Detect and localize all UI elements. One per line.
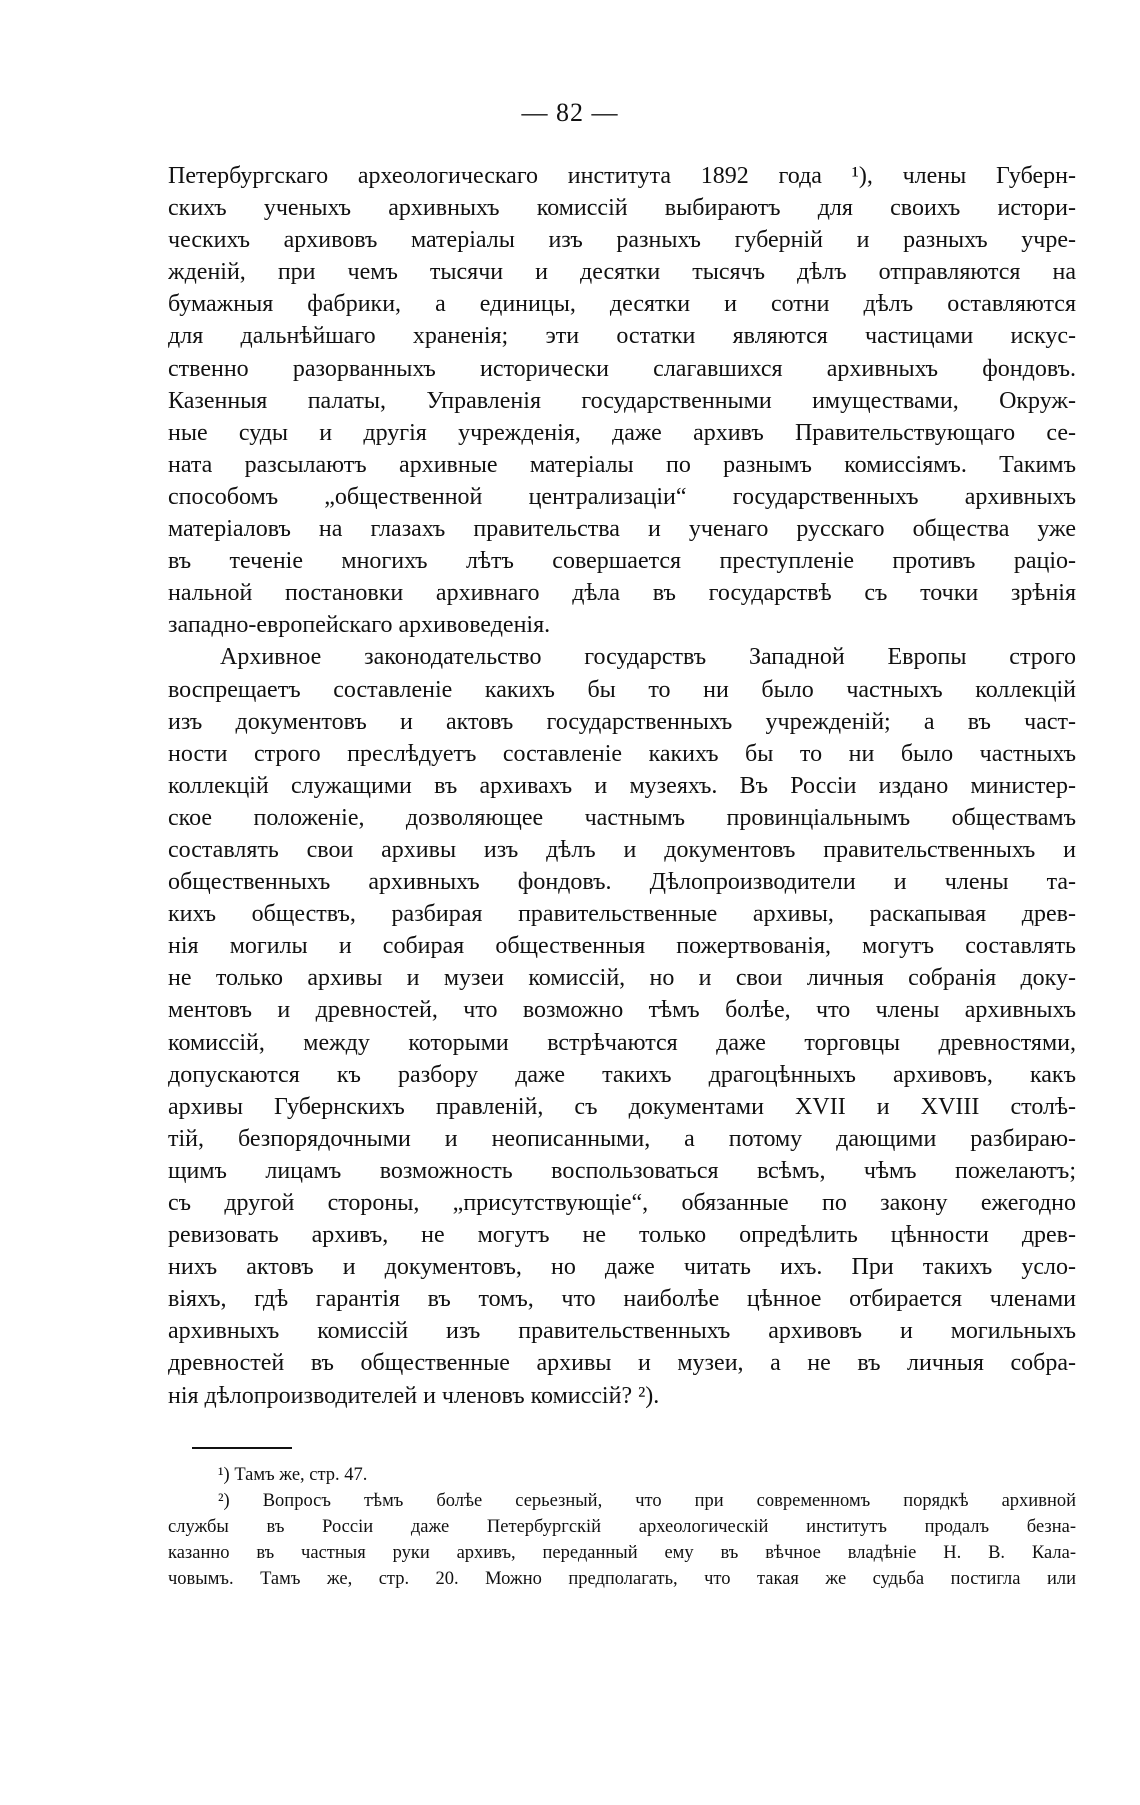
footnote-line: службы въ Россіи даже Петербургскій археологическій институтъ продалъ безна- (168, 1517, 1076, 1537)
text-line: съ другой стороны, „присутствующіе“, обязанные по закону ежегодно (168, 1190, 1076, 1216)
footnote-line: казанно въ частныя руки архивъ, переданный ему въ вѣчное владѣніе Н. В. Кала- (168, 1543, 1076, 1563)
text-line: западно-европейскаго архивоведенія. (168, 612, 551, 639)
text-line: составлять свои архивы изъ дѣлъ и документовъ правительственныхъ и (168, 836, 1076, 863)
text-line: ната разсылаютъ архивные матеріалы по разнымъ комиссіямъ. Такимъ (168, 451, 1076, 478)
text-line: общественныхъ архивныхъ фондовъ. Дѣлопроизводители и члены та- (168, 869, 1076, 896)
text-line: віяхъ, гдѣ гарантія въ томъ, что наиболѣе цѣнное отбирается членами (168, 1286, 1076, 1313)
text-line: нія могилы и собирая общественныя пожертвованія, могутъ составлять (168, 933, 1076, 960)
text-line: въ теченіе многихъ лѣтъ совершается преступленіе противъ раціо- (168, 548, 1076, 575)
text-line: коллекцій служащими въ архивахъ и музеяхъ. Въ Россіи издано министер- (168, 772, 1076, 799)
footnote-divider (192, 1447, 292, 1449)
text-line: архивныхъ комиссій изъ правительственныхъ архивовъ и могильныхъ (168, 1318, 1076, 1345)
page-number: — 82 — (521, 98, 619, 127)
text-line: нальной постановки архивнаго дѣла въ государствѣ съ точки зрѣнія (168, 580, 1076, 607)
body-text (168, 160, 1076, 1412)
footnotes (168, 1462, 1076, 1592)
text-line: нихъ актовъ и документовъ, но даже читать ихъ. При такихъ усло- (168, 1254, 1076, 1281)
text-line: тій, безпорядочными и неописанными, а потому дающими разбираю- (168, 1125, 1076, 1152)
footnote-line: ²) Вопросъ тѣмъ болѣе серьезный, что при современномъ порядкѣ архивной (218, 1491, 1076, 1511)
text-line: нія дѣлопроизводителей и членовъ комиссій? ²). (168, 1382, 660, 1409)
text-line: кихъ обществъ, разбирая правительственные архивы, раскапывая древ- (168, 901, 1076, 928)
text-line: не только архивы и музеи комиссій, но и свои личныя собранія доку- (168, 965, 1076, 992)
text-line: ственно разорванныхъ исторически слагавшихся архивныхъ фондовъ. (168, 355, 1076, 382)
text-line: для дальнѣйшаго храненія; эти остатки являются частицами искус- (168, 323, 1076, 350)
text-line: Казенныя палаты, Управленія государственными имуществами, Окруж- (168, 387, 1076, 414)
text-line: матеріаловъ на глазахъ правительства и ученаго русскаго общества уже (168, 516, 1076, 543)
text-line: щимъ лицамъ возможность воспользоваться всѣмъ, чѣмъ пожелаютъ; (168, 1157, 1076, 1184)
text-line: комиссій, между которыми встрѣчаются даже торговцы древностями, (168, 1029, 1076, 1056)
text-line: способомъ „общественной централизаціи“ государственныхъ архивныхъ (168, 483, 1076, 510)
text-line: ные суды и другія учрежденія, даже архивъ Правительствующаго се- (168, 419, 1076, 446)
text-line: ментовъ и древностей, что возможно тѣмъ болѣе, что члены архивныхъ (168, 997, 1076, 1024)
text-line: ское положеніе, дозволяющее частнымъ провинціальнымъ обществамъ (168, 804, 1076, 831)
text-line: скихъ ученыхъ архивныхъ комиссій выбираютъ для своихъ истори- (168, 195, 1076, 222)
text-line: изъ документовъ и актовъ государственныхъ учрежденій; а въ част- (168, 708, 1076, 735)
text-line: архивы Губернскихъ правленій, съ документами XVII и XVIII столѣ- (168, 1093, 1076, 1120)
text-line: жденій, при чемъ тысячи и десятки тысячъ дѣлъ отправляются на (168, 259, 1076, 286)
text-line: допускаются къ разбору даже такихъ драгоцѣнныхъ архивовъ, какъ (168, 1061, 1076, 1088)
text-line: воспрещаетъ составленіе какихъ бы то ни было частныхъ коллекцій (168, 676, 1076, 703)
text-line: ности строго преслѣдуетъ составленіе какихъ бы то ни было частныхъ (168, 740, 1076, 767)
footnote-line: човымъ. Тамъ же, стр. 20. Можно предполагать, что такая же судьба постигла или (168, 1569, 1076, 1589)
text-line: ческихъ архивовъ матеріалы изъ разныхъ губерній и разныхъ учре- (168, 227, 1076, 254)
text-line: Архивное законодательство государствъ Западной Европы строго (220, 644, 1076, 671)
footnote-line: ¹) Тамъ же, стр. 47. (218, 1465, 368, 1485)
text-line: Петербургскаго археологическаго института 1892 года ¹), члены Губерн- (168, 163, 1076, 189)
text-line: бумажныя фабрики, а единицы, десятки и сотни дѣлъ оставляются (168, 291, 1076, 318)
text-line: древностей въ общественные архивы и музеи, а не въ личныя собра- (168, 1350, 1076, 1377)
text-line: ревизовать архивъ, не могутъ не только опредѣлить цѣнности древ- (168, 1222, 1076, 1249)
